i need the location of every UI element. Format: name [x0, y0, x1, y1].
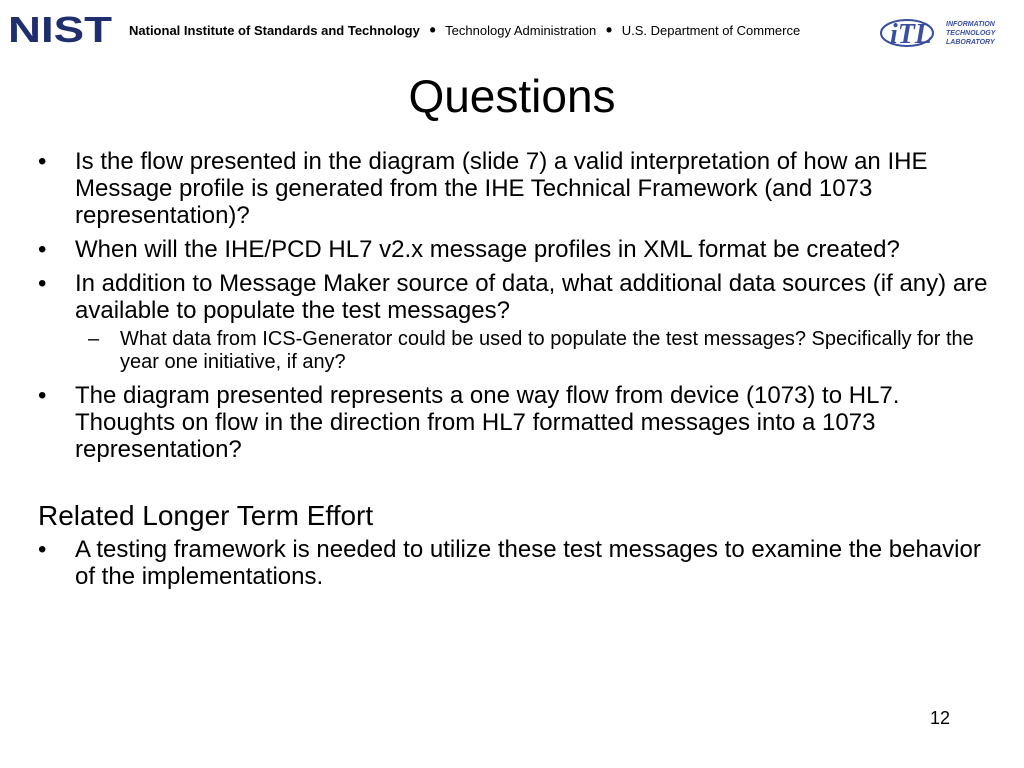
bullet-item	[38, 536, 988, 590]
bullet-marker: •	[38, 382, 47, 409]
org-name: National Institute of Standards and Technology	[129, 23, 420, 38]
sub-bullet-marker: –	[88, 328, 100, 350]
itl-logo-text: iTL	[890, 19, 932, 50]
section-heading: Related Longer Term Effort	[38, 500, 374, 531]
bullet-marker: •	[38, 270, 47, 297]
bullet-text: Is the flow presented in the diagram (slide 7) a valid interpretation of how an IHE Message profile is generated from the IHE Technical Framework (and 1073 representation)?	[75, 148, 928, 229]
header-separator: •	[605, 20, 613, 40]
bullet-item	[38, 148, 988, 229]
itl-line-3: LABORATORY	[946, 39, 995, 46]
bullet-text: A testing framework is needed to utilize these test messages to examine the behavior of the implementations.	[75, 536, 981, 590]
page-number: 12	[930, 708, 951, 728]
itl-line-2: TECHNOLOGY	[946, 30, 996, 37]
bullet-item	[38, 270, 988, 324]
bullet-marker: •	[38, 148, 47, 175]
sub-bullet-text: What data from ICS-Generator could be used to populate the test messages? Specifically for the year one initiative, if any?	[120, 328, 974, 373]
header-text	[129, 19, 800, 40]
bullet-marker: •	[38, 536, 47, 563]
bullet-text: When will the IHE/PCD HL7 v2.x message profiles in XML format be created?	[75, 236, 900, 263]
itl-logo	[880, 16, 1006, 50]
nist-logo	[8, 14, 112, 44]
bullet-text: The diagram presented represents a one way flow from device (1073) to HL7. Thoughts on flow in the direction from HL7 formatted messages into a 1073 representation?	[75, 382, 900, 463]
dept-name: U.S. Department of Commerce	[621, 23, 801, 38]
slide-header	[0, 0, 1024, 62]
bullet-item	[38, 382, 988, 463]
bullet-item	[38, 236, 988, 263]
bullet-text: In addition to Message Maker source of data, what additional data sources (if any) are available to populate the test messages?	[75, 270, 988, 324]
slide-content	[38, 148, 988, 597]
sub-bullet-item	[38, 328, 988, 374]
nist-logo-text: NIST	[8, 14, 112, 44]
itl-line-1: INFORMATION	[946, 21, 995, 28]
slide-title: Questions	[408, 70, 616, 122]
bullet-marker: •	[38, 236, 47, 263]
header-separator: •	[429, 20, 436, 40]
admin-name: Technology Administration	[445, 23, 597, 38]
